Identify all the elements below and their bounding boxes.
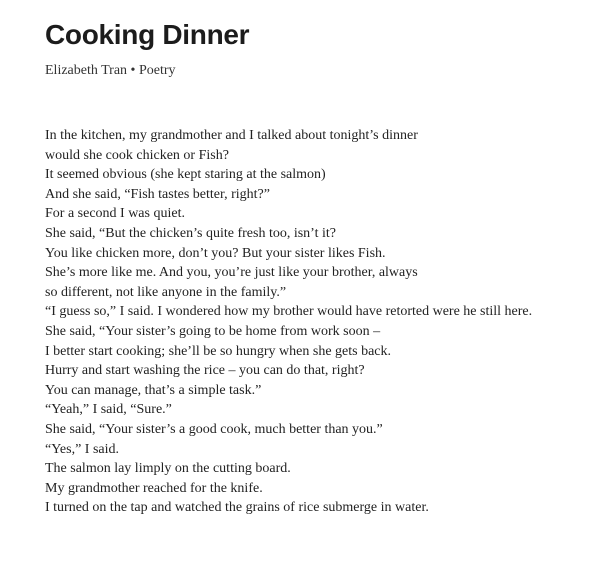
poem-line: I turned on the tap and watched the grains of rice submerge in water. bbox=[45, 500, 429, 516]
byline-separator: • bbox=[130, 63, 136, 78]
poem-title: Cooking Dinner bbox=[45, 19, 250, 50]
poem-line: You like chicken more, don’t you? But your sister likes Fish. bbox=[45, 245, 386, 261]
poem-line: And she said, “Fish tastes better, right?” bbox=[45, 186, 270, 202]
poem-line: would she cook chicken or Fish? bbox=[45, 147, 229, 163]
poem-line: “I guess so,” I said. I wondered how my brother would have retorted were he still here. bbox=[45, 304, 533, 320]
poem-line: Hurry and start washing the rice – you can do that, right? bbox=[45, 363, 365, 379]
poem-line: “Yeah,” I said, “Sure.” bbox=[45, 402, 172, 418]
author-name: Elizabeth Tran bbox=[45, 63, 128, 78]
poem-line: She said, “But the chicken’s quite fresh too, isn’t it? bbox=[45, 225, 336, 241]
poem-line: For a second I was quiet. bbox=[45, 206, 185, 222]
poem-body bbox=[45, 126, 532, 518]
poem-line: It seemed obvious (she kept staring at the salmon) bbox=[45, 167, 326, 183]
poem-line: She said, “Your sister’s going to be home from work soon – bbox=[45, 323, 381, 339]
poem-line: You can manage, that’s a simple task.” bbox=[45, 382, 262, 398]
poem-line: In the kitchen, my grandmother and I talked about tonight’s dinner bbox=[45, 128, 418, 143]
poem-line: She’s more like me. And you, you’re just like your brother, always bbox=[45, 265, 418, 281]
poem-line: I better start cooking; she’ll be so hungry when she gets back. bbox=[45, 343, 392, 359]
byline bbox=[45, 62, 176, 80]
poem-line: My grandmother reached for the knife. bbox=[45, 480, 263, 496]
poem-line: The salmon lay limply on the cutting board. bbox=[45, 461, 291, 477]
category-label: Poetry bbox=[138, 63, 176, 78]
poem-line: so different, not like anyone in the family.” bbox=[45, 284, 287, 300]
poem-line: She said, “Your sister’s a good cook, much better than you.” bbox=[45, 421, 383, 437]
poem-line: “Yes,” I said. bbox=[45, 441, 120, 457]
